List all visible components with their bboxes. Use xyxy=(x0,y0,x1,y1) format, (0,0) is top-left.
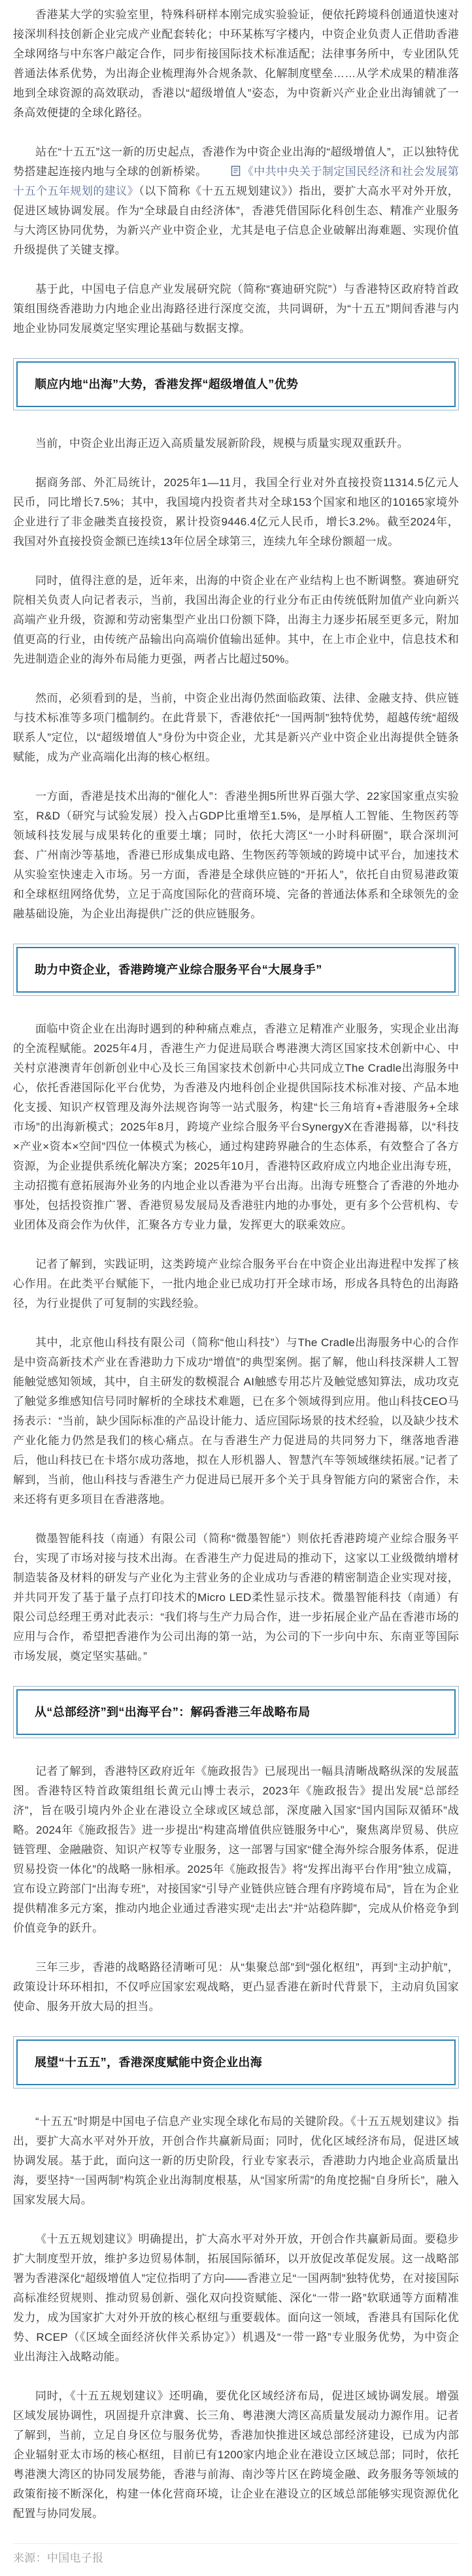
paragraph-text: 据商务部、外汇局统计，2025年1—11月，我国全行业对外直接投资11314.5亿元人民币，同比增长7.5%；其中，我国境内投资者共对全球153个国家和地区的10165家境外企业进行了非金融类直接投资，累计投资9446.4亿元人民币，增长3.2%。截至2024年，我国对外直接投资金额已连续13年位居全球第三，连续九年全球份额超一成。 xyxy=(13,476,459,548)
article-paragraph xyxy=(13,5,459,123)
paragraph-text: 微墨智能科技（南通）有限公司（简称“微墨智能”）则依托香港跨境产业综合服务平台，实现了市场对接与技术出海。在香港生产力促进局的推动下，这家以工业级微纳增材制造装备及材料的研发与产业化为主营业务的企业成功与香港的精密制造企业实现对接，并共同开发了基于量子点打印技术的Micro LED柔性显示技术。微墨智能科技（南通）有限公司总经理王勇对此表示：“我们将与生产力局合作，进一步拓展企业产品在香港市场的应用与合作，希望把香港作为公司出海的第一站，为公司的下一步向中东、东南亚等国际市场发展，奠定坚实基础。” xyxy=(13,1532,459,1662)
paragraph-text: 当前，中资企业出海正迈入高质量发展新阶段，规模与质量实现双重跃升。 xyxy=(35,437,409,450)
paragraph-text: 一方面，香港是技术出海的“催化人”：香港坐拥5所世界百强大学、22家国家重点实验室，R&D（研究与试验发展）投入占GDP比重增至1.5%，是厚植人工智能、生物医药等领域科技发展与成果转化的重要土壤；同时，依托大湾区“一小时科研圈”，联合深圳河套、广州南沙等基地，香港已形成集成电路、生物医药等领域的跨境中试平台，加速技术从实验室快速走入市场。另一方面，香港是全球供应链的“开拓人”，依托自由贸易港政策和全球枢纽网络优势，立足于高度国际化的营商环境、完备的普通法体系和全球领先的金融基础设施，为企业出海提供广泛的供应链服务。 xyxy=(13,790,459,920)
article-paragraph xyxy=(13,2386,459,2524)
paragraph-text: 记者了解到，实践证明，这类跨境产业综合服务平台在中资企业出海进程中发挥了核心作用。在此类平台赋能下，一批内地企业已成功打开全球市场，形成各具特色的出海路径，为行业提供了可复制的实践经验。 xyxy=(13,1258,459,1310)
paragraph-text: 然而，必须看到的是，当前，中资企业出海仍然面临政策、法律、金融支持、供应链与技术标准等多项门槛制约。在此背景下，香港依托“一国两制”独特优势，超越传统“超级联系人”定位，以“超级增值人”身份为中资企业，尤其是新兴产业中资企业出海提供全链条赋能，成为产业高端化出海的核心枢纽。 xyxy=(13,692,459,763)
article-paragraph xyxy=(13,2230,459,2367)
article-paragraph xyxy=(13,1958,459,2017)
article-paragraph xyxy=(13,1333,459,1510)
article-paragraph xyxy=(13,142,459,260)
article-paragraph xyxy=(13,571,459,669)
section-heading-box xyxy=(13,944,459,996)
article-paragraph xyxy=(13,434,459,454)
section-heading-box xyxy=(13,358,459,410)
article-paragraph xyxy=(13,787,459,924)
article-paragraph xyxy=(13,689,459,767)
section-heading-box xyxy=(13,2036,459,2089)
article-paragraph xyxy=(13,2112,459,2210)
article-paragraph xyxy=(13,1255,459,1313)
policy-document-link[interactable]: 《中共中央关于制定国民经济和社会发展第十五个五年规划的建议》 xyxy=(13,165,459,197)
article-footer xyxy=(13,2543,459,2576)
section-heading-inner xyxy=(16,1689,456,1735)
paragraph-text: 其中，北京他山科技有限公司（简称“他山科技”）与The Cradle出海服务中心的合作是中资高新技术产业在香港助力下成功“增值”的典型案例。据了解，他山科技深耕人工智能触觉感知领域，其中，自主研发的数模混合 AI触感专用芯片及触觉感知算法，成功攻克了触觉多维感知信号同时解析的全球技术难题，已在多个领域得到应用。他山科技CEO马扬表示：“当前，缺少国际标准的产品设计能力、适应国际场景的技术经验，以及缺少技术产业化能力仍然是我们的核心痛点。在与香港生产力促进局的共同努力下，继落地香港后，他山科技已在卡塔尔成功落地，拟在人形机器人、智慧汽车等领域继续拓展。”记者了解到，当前，他山科技与香港生产力促进局已展开多个关于具身智能方向的紧密合作，未来还将有更多项目在香港落地。 xyxy=(13,1336,459,1506)
paragraph-text: 基于此，中国电子信息产业发展研究院（简称“赛迪研究院”）与香港特区政府特首政策组围绕香港助力内地企业出海路径进行深度交流，共同调研，为“十五五”期间香港与内地企业协同发展奠定坚实理论基础与数据支撑。 xyxy=(13,283,459,335)
section-heading: 从“总部经济”到“出海平台”：解码香港三年战略布局 xyxy=(35,1706,311,1719)
section-heading-inner xyxy=(16,2039,456,2085)
paragraph-text: 同时，值得注意的是，近年来，出海的中资企业在产业结构上也不断调整。赛迪研究院相关负责人向记者表示，当前，我国出海企业的行业分布正由传统低附加值产业向新兴高端产业升级，资源和劳动密集型产业出口份额下降，出海主力逐步拓展至更多元，附加值更高的行业，由传统产品输出向高端价值输出延伸。其中，在上市企业中，信息技术和先进制造企业的海外布局能力更强，两者占比超过50%。 xyxy=(13,574,459,665)
paragraph-text: 《十五五规划建议》明确提出，扩大高水平对外开放，开创合作共赢新局面。要稳步扩大制度型开放，维护多边贸易体制，拓展国际循环，以开放促改革促发展。这一战略部署为香港深化“超级增值人”定位指明了方向——香港立足“一国两制”独特优势，在对接国际高标准经贸规则、推动贸易创新、强化双向投资赋能、深化“一带一路”软联通等方面精准发力，成为国家扩大对外开放的核心枢纽与重要载体。面向这一领域，香港具有国际化优势、RCEP（《区域全面经济伙伴关系协定》）机遇及“一带一路”专业服务优势，为中资企业出海注入战略动能。 xyxy=(13,2233,459,2363)
paragraph-text: 记者了解到，香港特区政府近年《施政报告》已展现出一幅具清晰战略纵深的发展蓝图。香港特区特首政策组组长黄元山博士表示，2023年《施政报告》提出发展“总部经济”，旨在吸引境内外企业在港设立全球或区域总部，深度融入国家“国内国际双循环”战略。2024年《施政报告》进一步提出“构建高增值供应链服务中心”，聚焦离岸贸易、供应链管理、金融融资、知识产权等专业服务，这一部署与国家“健全海外综合服务体系，促进贸易投资一体化”的战略一脉相承。2025年《施政报告》将“发挥出海平台作用”独立成篇，宣布设立跨部门“出海专班”，对接国家“引导产业链供应链合理有序跨境布局”，旨在为企业提供精准多元方案，推动内地企业通过香港实现“走出去”并“站稳阵脚”，完成从价格竞争到价值竞争的跃升。 xyxy=(13,1765,459,1934)
section-heading-inner xyxy=(16,361,456,407)
document-icon xyxy=(209,165,241,176)
paragraph-text: 香港某大学的实验室里，特殊科研样本刚完成实验验证，便依托跨境科创通道快速对接深圳科技创新企业完成产业配套转化；中环某栋写字楼内，中资企业负责人正借助香港全球网络与中东客户敲定合作，同步衔接国际技术标准适配；法律事务所中，专业团队凭普通法体系优势，为出海企业梳理海外合规条款、化解制度壁垒……从学术成果的精准落地到全球资源的高效联动，香港以“超级增值人”姿态，为中资新兴产业企业出海铺就了一条高效便捷的全球化路径。 xyxy=(13,8,459,119)
section-heading: 顺应内地“出海”大势，香港发挥“超级增值人”优势 xyxy=(35,378,299,391)
article-paragraph xyxy=(13,1762,459,1938)
article-paragraph xyxy=(13,1019,459,1235)
section-heading: 助力中资企业，香港跨境产业综合服务平台“大展身手” xyxy=(35,963,322,976)
paragraph-text: 站在“十五五”这一新的历史起点，香港作为中资企业出海的“超级增值人”，正以独特优势搭建起连接内地与全球的创新桥梁。 xyxy=(13,146,459,178)
paragraph-text: 同时，《十五五规划建议》还明确，要优化区域经济布局，促进区域协调发展。增强区域发展协调性，巩固提升京津冀、长三角、粤港澳大湾区高质量发展动力源作用。记者了解到，当前，立足自身区位与服务优势，香港加快推进区域总部经济建设，已成为内部企业辐射亚太市场的核心枢纽，目前已有1200家内地企业在港设立区域总部；同时，依托粤港澳大湾区的协同发展势能，香港与前海、南沙等片区在跨境金融、政务服务等领域的政策衔接不断深化，构建一体化营商环境，让企业在港设立的区域总部能够实现资源优化配置与协同发展。 xyxy=(13,2390,459,2520)
paragraph-text: “十五五”时期是中国电子信息产业实现全球化布局的关键阶段。《十五五规划建议》指出，要扩大高水平对外开放，开创合作共赢新局面；同时，优化区域经济布局，促进区域协调发展。基于此，面向这一新的历史阶段，行业专家表示，香港助力内地企业高质量出海，要坚持“一国两制”构筑企业出海制度根基，从“国家所需”的角度挖掘“自身所长”，融入国家发展大局。 xyxy=(13,2115,459,2206)
article-paragraph xyxy=(13,280,459,339)
section-heading-box xyxy=(13,1686,459,1738)
source-label: 来源：中国电子报 xyxy=(13,2552,104,2564)
article-paragraph xyxy=(13,1529,459,1666)
paragraph-text: （以下简称《十五五规划建议》）指出，要扩大高水平对外开放，促进区域协调发展。作为“全球最自由经济体”，香港凭借国际化科创生态、精准产业服务与大湾区协同优势，为新兴产业中资企业，尤其是电子信息企业破解出海难题、实现价值升级提供了关键支撑。 xyxy=(13,185,459,256)
article-paragraph xyxy=(13,473,459,552)
paragraph-text: 三年三步，香港的战略路径清晰可见：从“集聚总部”到“强化枢纽”，再到“主动护航”，政策设计环环相扣，不仅呼应国家宏观战略，更凸显香港在新时代背景下，主动肩负国家使命、服务开放大局的担当。 xyxy=(13,1961,459,2013)
section-heading-inner xyxy=(16,947,456,993)
paragraph-text: 面临中资企业在出海时遇到的种种痛点难点，香港立足精准产业服务，实现企业出海的全流程赋能。2025年4月，香港生产力促进局联合粤港澳大湾区国家技术创新中心、中关村京港澳青年创新创业中心及长三角国家技术创新中心共同成立The Cradle出海服务中心，依托香港国际化平台优势，为香港及内地科创企业提供国际技术标准对接、产品本地化支援、知识产权管理及海外法规咨询等一站式服务，构建“长三角培育+香港服务+全球市场”的出海新模式；2025年8月，跨境产业综合服务平台SynergyX在香港揭幕，以“科技×产业×资本×空间”四位一体模式为核心，通过构建跨界融合的生态体系，有效整合了各方资源，为企业提供系统化解决方案；2025年10月，香港特区政府成立内地企业出海专班，主动招揽有意拓展海外业务的内地企业以香港为平台出海。出海专班整合了香港的外地办事处，包括投资推广署、香港贸易发展局及香港驻内地的办事处，更有多个公营机构、专业团体及商会作为伙伴，汇聚各方专业力量，发挥更大的联乘效应。 xyxy=(13,1023,459,1231)
section-heading: 展望“十五五”，香港深度赋能中资企业出海 xyxy=(35,2056,262,2069)
